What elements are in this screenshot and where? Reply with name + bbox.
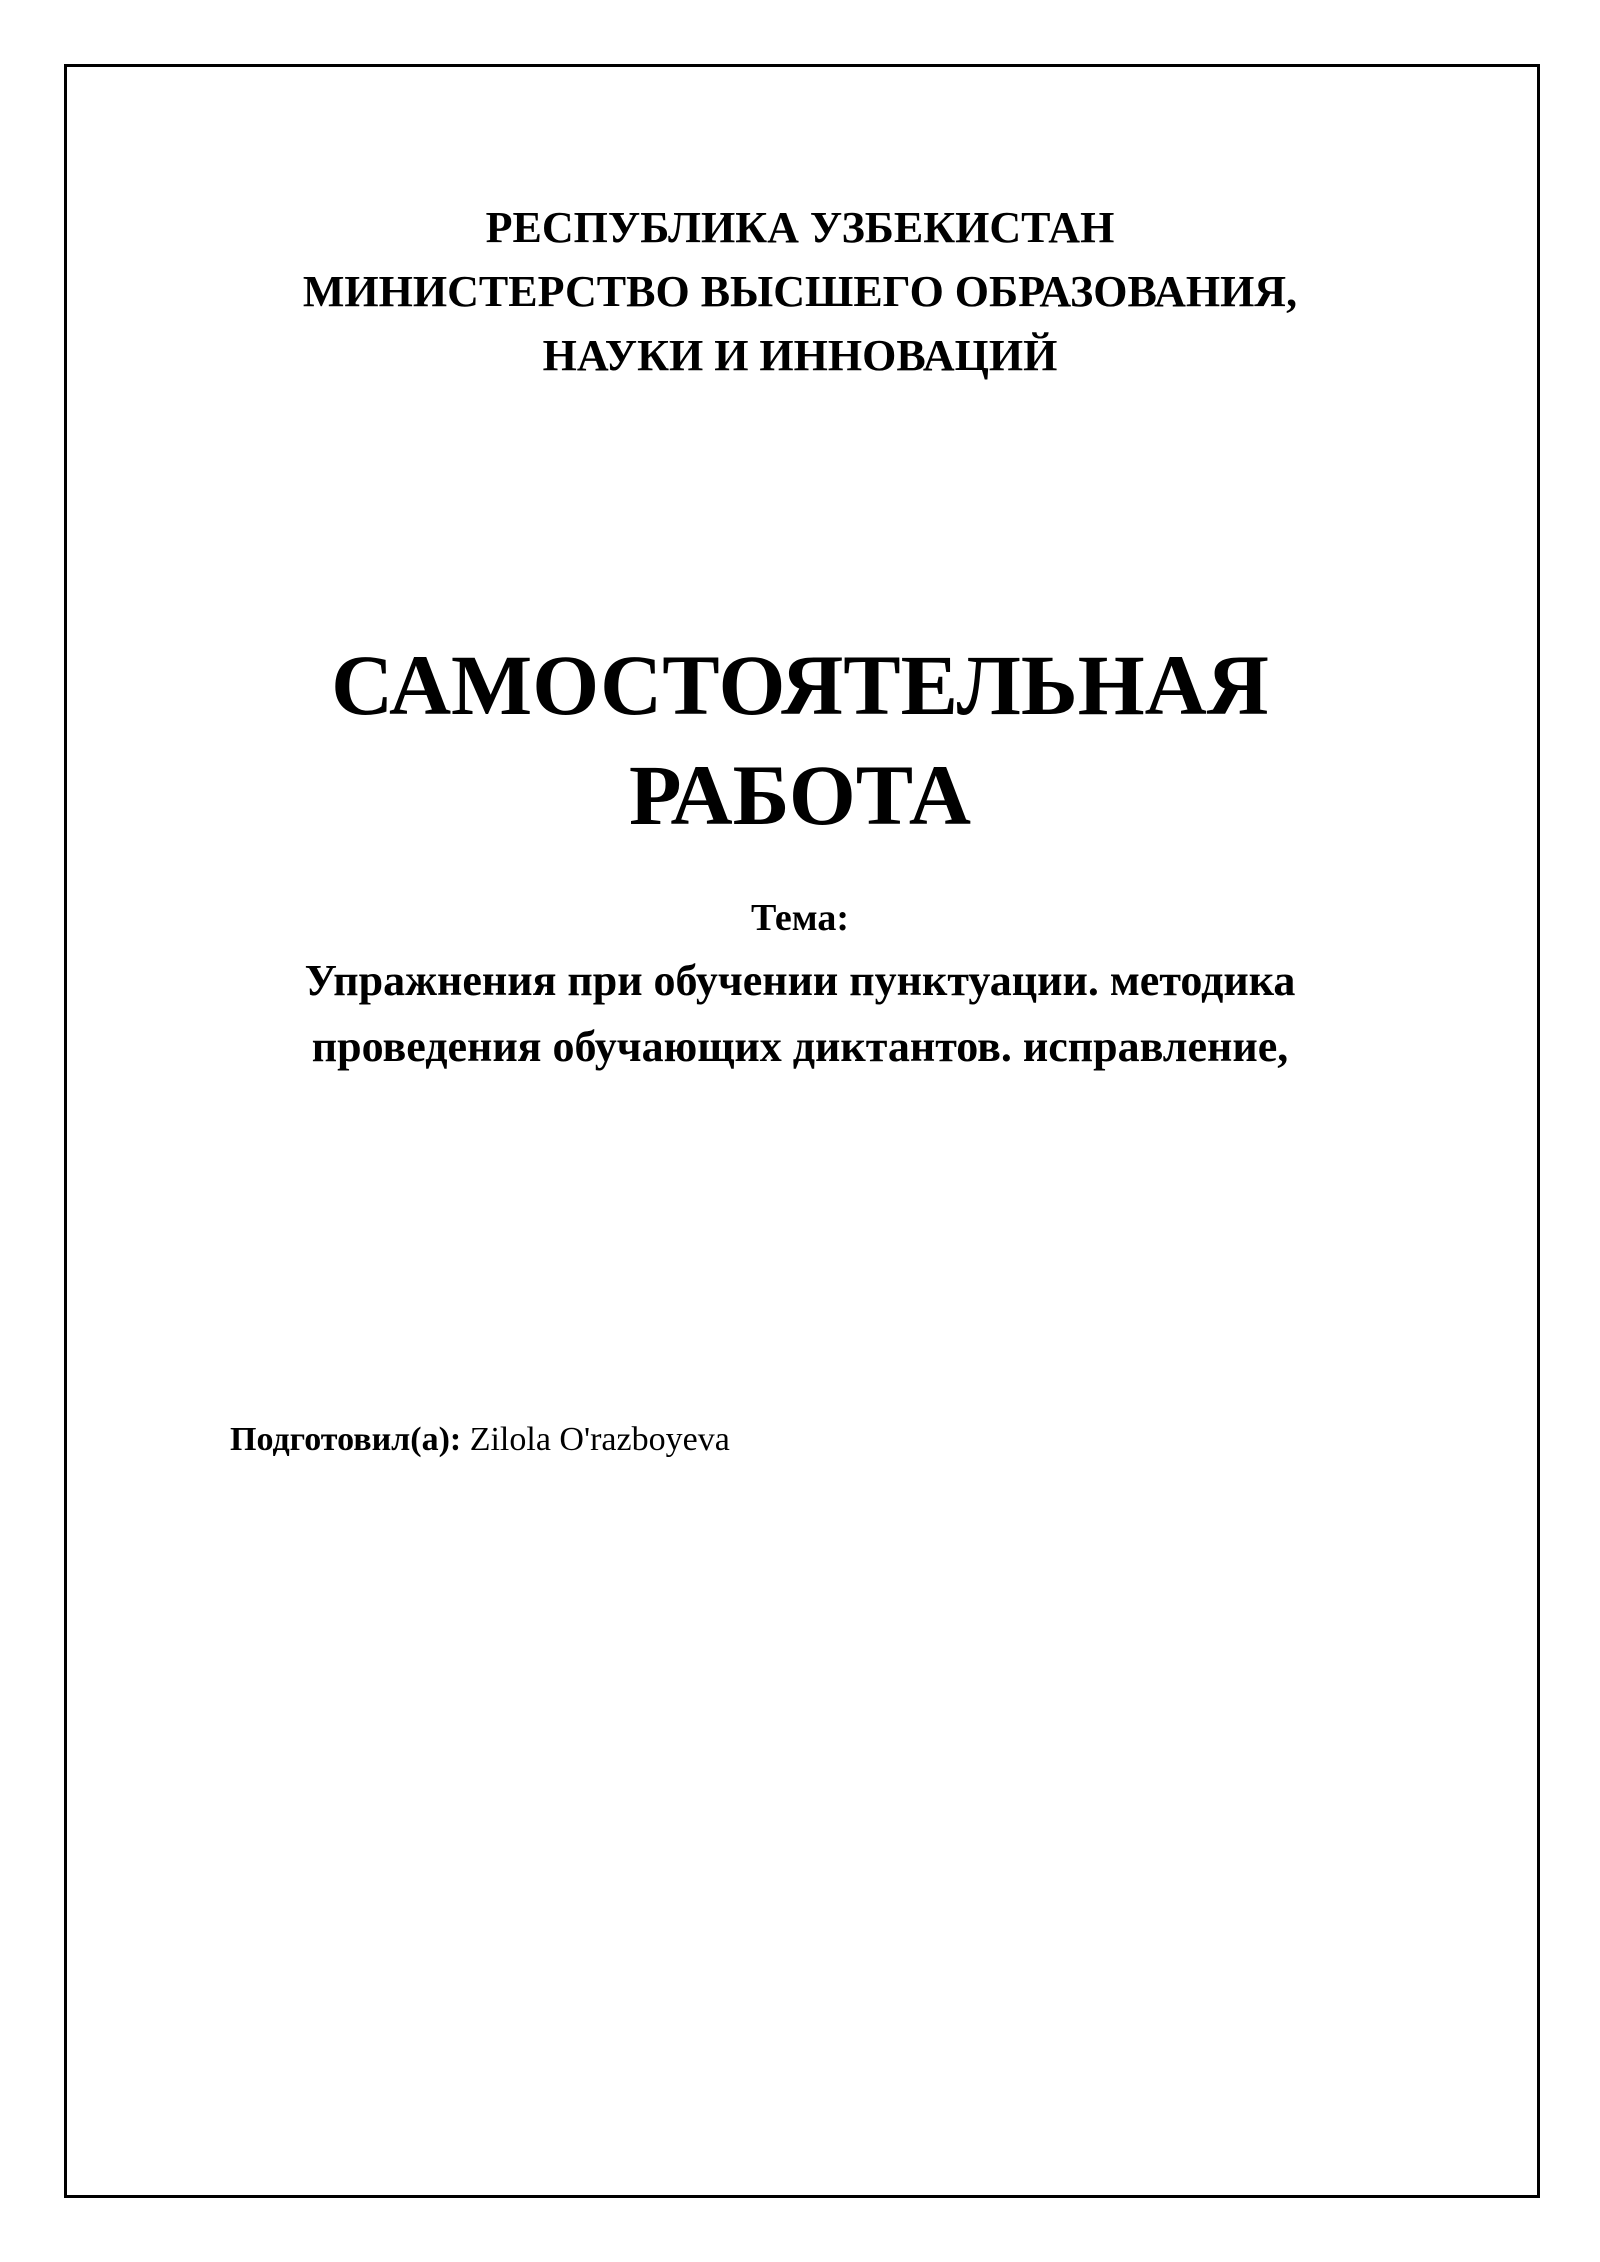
header-line-country: РЕСПУБЛИКА УЗБЕКИСТАН (485, 203, 1115, 252)
topic-text (0, 948, 1600, 1080)
prepared-by-label: Подготовил(а): (230, 1421, 462, 1458)
title-line-2: РАБОТА (629, 747, 971, 843)
header-line-ministry: МИНИСТЕРСТВО ВЫСШЕГО ОБРАЗОВАНИЯ, (302, 267, 1298, 316)
prepared-by-name: Zilola O'razboyeva (469, 1421, 730, 1458)
topic-line-1: Упражнения при обучении пунктуации. методика (304, 956, 1296, 1005)
institution-header (0, 196, 1600, 388)
document-title (0, 630, 1600, 850)
prepared-by (230, 1416, 730, 1464)
topic-line-2: проведения обучающих диктантов. исправление, (311, 1022, 1289, 1071)
header-line-ministry-cont: НАУКИ И ИННОВАЦИЙ (542, 331, 1058, 380)
topic-label: Тема: (750, 897, 850, 939)
title-line-1: САМОСТОЯТЕЛЬНАЯ (331, 637, 1269, 733)
